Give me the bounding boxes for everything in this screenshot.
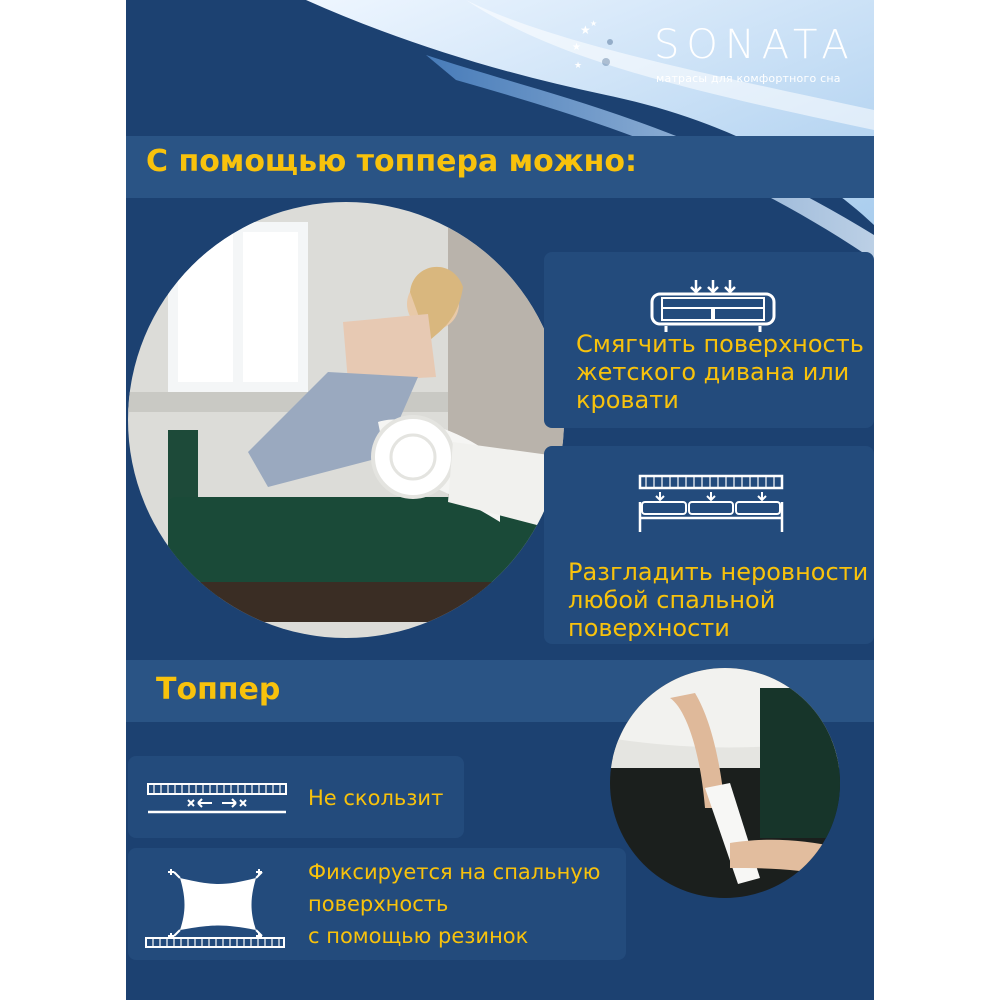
feature-text: [308, 856, 600, 952]
non-slip-icon: [146, 782, 288, 814]
feature-line: кровати: [576, 386, 679, 414]
svg-text:★: ★: [572, 42, 581, 53]
svg-text:★: ★: [580, 23, 591, 37]
feature-text: [568, 558, 868, 642]
moon-stars-icon: [568, 12, 648, 92]
brand-name: SONATA: [654, 22, 856, 68]
feature-line: поверхность: [308, 892, 449, 916]
bed-level-icon: [638, 472, 784, 532]
svg-text:★: ★: [590, 19, 598, 28]
feature-line: поверхности: [568, 614, 730, 642]
feature-line: Разгладить неровности: [568, 558, 869, 586]
feature-line: жетского дивана или: [576, 358, 850, 386]
photo-elastic-strap: [610, 668, 840, 898]
section-title: Топпер: [156, 672, 281, 707]
feature-text: [576, 330, 864, 414]
photo-woman-rolling-topper: [128, 202, 564, 638]
feature-line: с помощью резинок: [308, 924, 529, 948]
feature-text: Не скользит: [308, 786, 444, 810]
product-card: [126, 0, 874, 1000]
feature-line: Смягчить поверхность: [576, 330, 864, 358]
feature-line: Фиксируется на спальную: [308, 860, 601, 884]
sofa-soften-icon: [648, 278, 778, 332]
brand-logo: [568, 12, 868, 92]
svg-text:★: ★: [574, 61, 583, 71]
elastic-straps-icon: [144, 868, 286, 948]
section-title: С помощью топпера можно:: [146, 144, 637, 179]
brand-tagline: матрасы для комфортного сна: [656, 72, 841, 85]
feature-line: любой спальной: [568, 586, 776, 614]
